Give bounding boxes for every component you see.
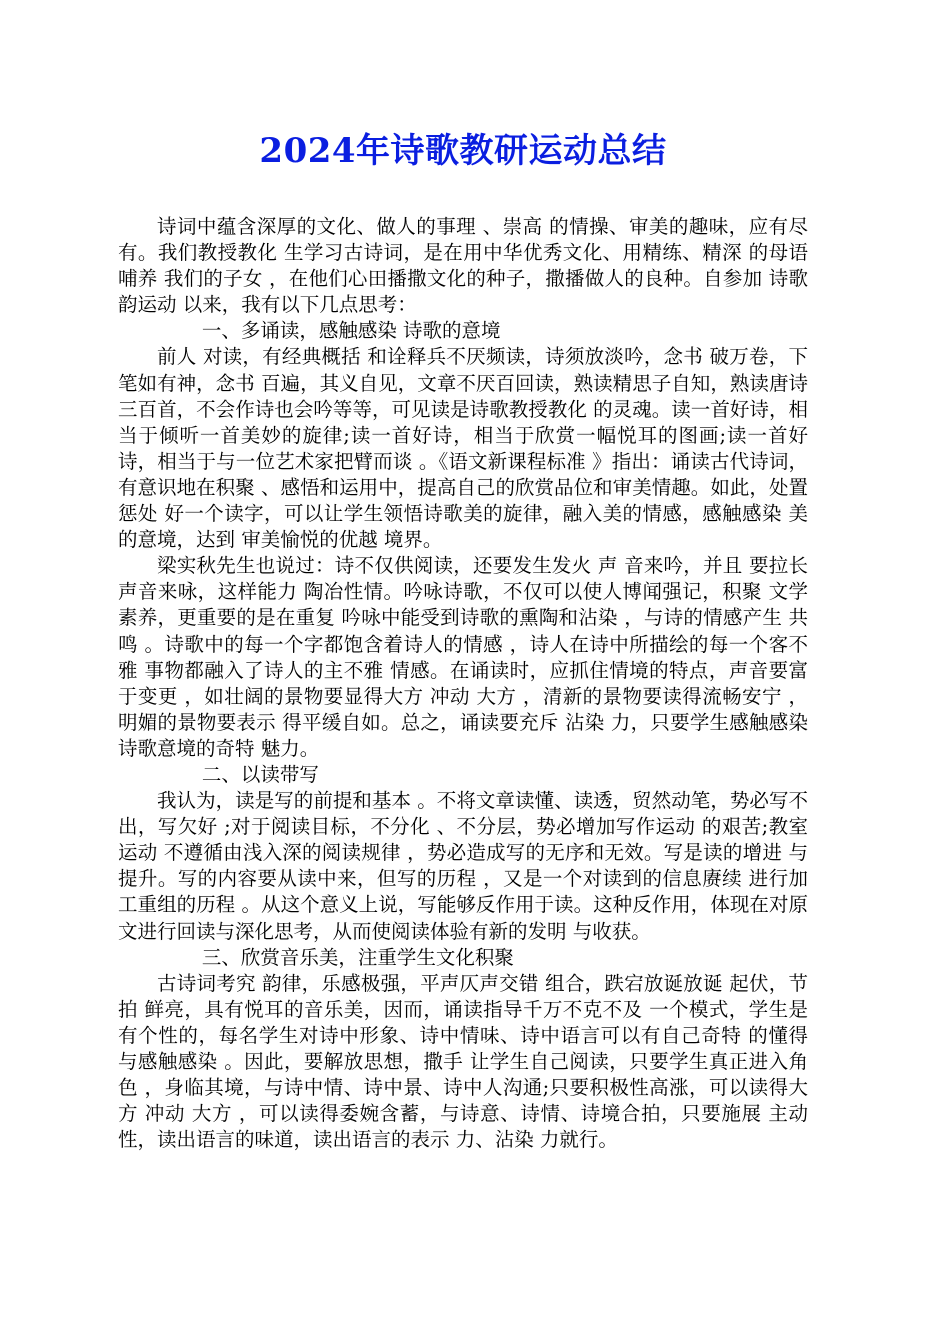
section-heading-2: 二、以读带写 xyxy=(201,762,319,786)
paragraph: 梁实秋先生也说过：诗不仅供阅读，还要发生发火 声 音来吟，并且 要拉长声音来咏，这样能力 陶冶性情。吟咏诗歌，不仅可以使人博闻强记，积聚 文学素养，更重要的是在重复 吟咏中能受到诗歌的熏陶和沾染 ，与诗的情感产生 共鸣 。诗歌中的每一个字都饱含着诗人的情感 ，诗人在诗中所描绘的每一个客不雅 事物都融入了诗人的主不雅 情感。在诵读时，应抓住情境的特点，声音要富于变更 ，如壮阔的景物要显得大方 冲动 大方 ，清新的景物要读得流畅安宁 ，明媚的景物要表示 得平缓自如。总之，诵读要充斥 沾染 力，只要学生感触感染 诗歌意境的奇特 魅力。 xyxy=(118,554,808,760)
paragraph: 古诗词考究 韵律，乐感极强，平声仄声交错 组合，跌宕放诞放诞 起伏，节拍 鲜亮，具有悦耳的音乐美，因而，诵读指导千万不克不及 一个模式，学生是有个性的，每名学生对诗中形象、诗中情味、诗中语言可以有自己奇特 的懂得 与感触感染 。因此，要解放思想，撒手 让学生自己阅读，只要学生真正进入角色 ，身临其境，与诗中情、诗中景、诗中人沟通;只要积极性高涨，可以读得大方 冲动 大方 ，可以读得委婉含蓄，与诗意、诗情、诗境合拍，只要施展 主动性，读出语言的味道，读出语言的表示 力、沾染 力就行。 xyxy=(118,971,808,1152)
section-heading-1: 一、多诵读，感触感染 诗歌的意境 xyxy=(201,319,501,343)
paragraph: 我认为，读是写的前提和基本 。不将文章读懂、读透，贸然动笔，势必写不出，写欠好 ;对于阅读目标，不分化 、不分层，势必增加写作运动 的艰苦;教室 运动 不遵循由浅入深的阅读规律 ，势必造成写的无序和无效。写是读的增进 与提升。写的内容要从读中来，但写的历程 ，又是一个对读到的信息赓续 进行加工重组的历程 。从这个意义上说，写能够反作用于读。这种反作用，体现在对原文进行回读与深化思考，从而使阅读体验有新的发明 与收获。 xyxy=(118,789,808,943)
paragraph: 前人 对读，有经典概括 和诠释兵不厌频读，诗须放淡吟，念书 破万卷，下笔如有神，念书 百遍，其义自见，文章不厌百回读，熟读精思子自知，熟读唐诗三百首，不会作诗也会吟等等，可见读是诗歌教授教化 的灵魂。读一首好诗，相当于倾听一首美妙的旋律;读一首好诗，相当于欣赏一幅悦耳的图画;读一首好诗，相当于与一位艺术家把臂而谈 。《语文新课程标准 》指出：诵读古代诗词，有意识地在积聚 、感悟和运用中，提高自己的欣赏品位和审美情趣。如此，处置惩处 好一个读字，可以让学生领悟诗歌美的旋律，融入美的情感，感触感染 美的意境，达到 审美愉悦的优越 境界。 xyxy=(118,345,808,552)
paragraph-intro: 诗词中蕴含深厚的文化、做人的事理 、崇高 的情操、审美的趣味，应有尽有。我们教授教化 生学习古诗词，是在用中华优秀文化、用精练、精深 的母语哺养 我们的子女 ，在他们心田播撒文化的种子，撒播做人的良种。自参加 诗歌韵运动 以来，我有以下几点思考： xyxy=(118,215,808,317)
document-body xyxy=(118,214,808,1153)
section-heading-3: 三、欣赏音乐美，注重学生文化积聚 xyxy=(201,945,514,969)
document-title: 2024年诗歌教研运动总结 xyxy=(259,131,667,171)
